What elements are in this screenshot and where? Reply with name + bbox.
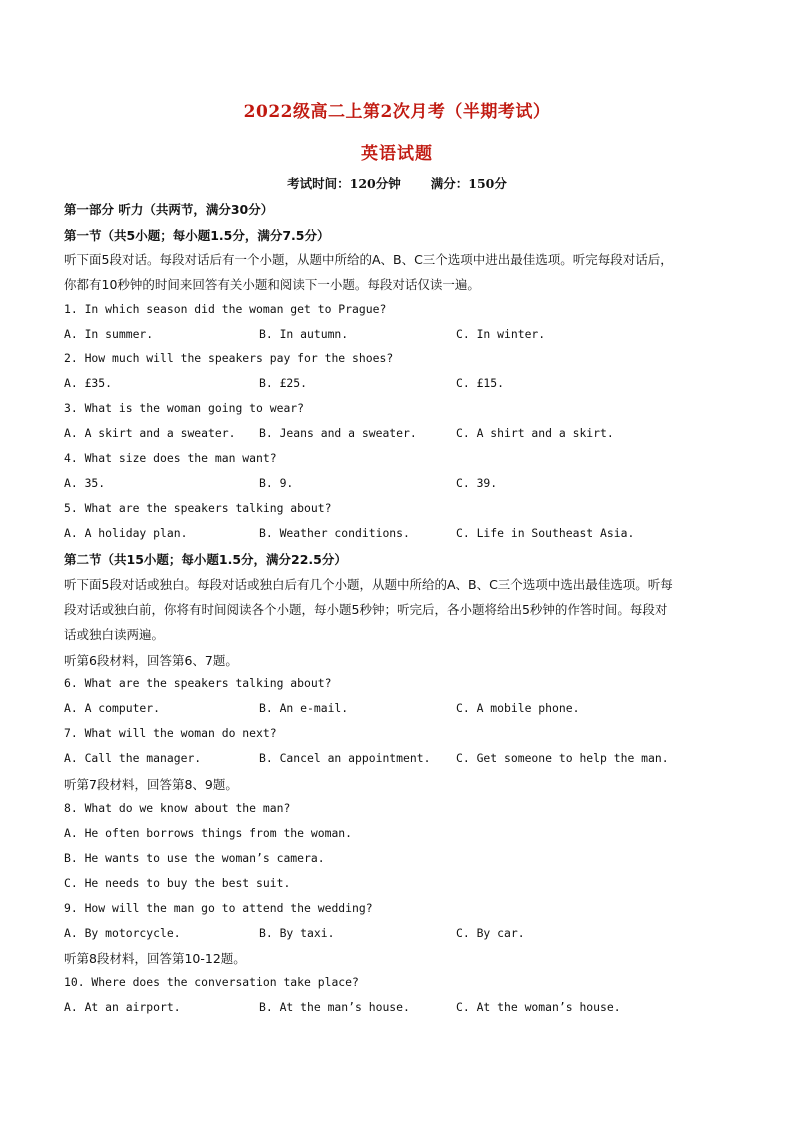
material-7-instruction: 听第7段材料，回答第8、9题。 <box>64 777 238 792</box>
q8-option-a: A. He often borrows things from the woman. <box>64 826 353 840</box>
exam-subtitle: 英语试题 <box>361 144 433 164</box>
material-8-instruction: 听第8段材料，回答第10-12题。 <box>64 951 246 966</box>
q10-option-c: C. At the woman’s house. <box>456 1000 621 1014</box>
q5-option-c: C. Life in Southeast Asia. <box>456 526 635 540</box>
q4-option-c: C. 39. <box>456 476 498 490</box>
q6-option-b: B. An e-mail. <box>259 701 349 715</box>
question-5: 5. What are the speakers talking about? <box>64 501 332 515</box>
exam-title: 2022级高二上第2次月考（半期考试） <box>243 102 551 122</box>
section2-instructions-line3: 话或独白读两遍。 <box>64 627 165 642</box>
exam-info <box>0 174 794 192</box>
section1-heading: 第一节（共5小题；每小题1.5分，满分7.5分） <box>64 228 330 243</box>
exam-time: 考试时间：120分钟 <box>287 176 401 191</box>
question-3: 3. What is the woman going to wear? <box>64 401 305 415</box>
q3-option-b: B. Jeans and a sweater. <box>259 426 417 440</box>
q2-option-b: B. £25. <box>259 376 308 390</box>
q7-option-c: C. Get someone to help the man. <box>456 751 669 765</box>
question-2: 2. How much will the speakers pay for the shoes? <box>64 351 394 365</box>
q3-option-a: A. A skirt and a sweater. <box>64 426 236 440</box>
section2-instructions-line2: 段对话或独白前，你将有时间阅读各个小题，每小题5秒钟；听完后，各小题将给出5秒钟的作答时间。每段对 <box>64 602 668 617</box>
q10-option-a: A. At an airport. <box>64 1000 181 1014</box>
q3-option-c: C. A shirt and a skirt. <box>456 426 614 440</box>
q2-option-a: A. £35. <box>64 376 113 390</box>
q9-option-c: C. By car. <box>456 926 525 940</box>
section2-heading: 第二节（共15小题；每小题1.5分，满分22.5分） <box>64 552 347 567</box>
question-10: 10. Where does the conversation take place? <box>64 975 359 989</box>
question-9: 9. How will the man go to attend the wedding? <box>64 901 373 915</box>
q10-option-b: B. At the man’s house. <box>259 1000 410 1014</box>
q7-option-a: A. Call the manager. <box>64 751 202 765</box>
q8-option-b: B. He wants to use the woman’s camera. <box>64 851 325 865</box>
material-6-instruction: 听第6段材料，回答第6、7题。 <box>64 653 238 668</box>
question-7: 7. What will the woman do next? <box>64 726 277 740</box>
q1-option-c: C. In winter. <box>456 327 546 341</box>
question-4: 4. What size does the man want? <box>64 451 277 465</box>
section2-instructions-line1: 听下面5段对话或独白。每段对话或独白后有几个小题，从题中所给的A、B、C三个选项中选出最佳选项。听每 <box>64 577 673 592</box>
q9-option-b: B. By taxi. <box>259 926 335 940</box>
q7-option-b: B. Cancel an appointment. <box>259 751 431 765</box>
q8-option-c: C. He needs to buy the best suit. <box>64 876 291 890</box>
exam-score: 满分：150分 <box>430 176 507 191</box>
q5-option-a: A. A holiday plan. <box>64 526 188 540</box>
q4-option-b: B. 9. <box>259 476 294 490</box>
q5-option-b: B. Weather conditions. <box>259 526 410 540</box>
q2-option-c: C. £15. <box>456 376 505 390</box>
question-8: 8. What do we know about the man? <box>64 801 291 815</box>
part-heading: 第一部分 听力（共两节，满分30分） <box>64 202 274 217</box>
q9-option-a: A. By motorcycle. <box>64 926 181 940</box>
q6-option-c: C. A mobile phone. <box>456 701 580 715</box>
section1-instructions-line2: 你都有10秒钟的时间来回答有关小题和阅读下一小题。每段对话仅读一遍。 <box>64 277 480 292</box>
q6-option-a: A. A computer. <box>64 701 161 715</box>
question-1: 1. In which season did the woman get to Prague? <box>64 302 387 316</box>
section1-instructions-line1: 听下面5段对话。每段对话后有一个小题，从题中所给的A、B、C三个选项中进出最佳选项。听完每段对话后， <box>64 252 673 267</box>
q4-option-a: A. 35. <box>64 476 106 490</box>
q1-option-a: A. In summer. <box>64 327 154 341</box>
q1-option-b: B. In autumn. <box>259 327 349 341</box>
question-6: 6. What are the speakers talking about? <box>64 676 332 690</box>
